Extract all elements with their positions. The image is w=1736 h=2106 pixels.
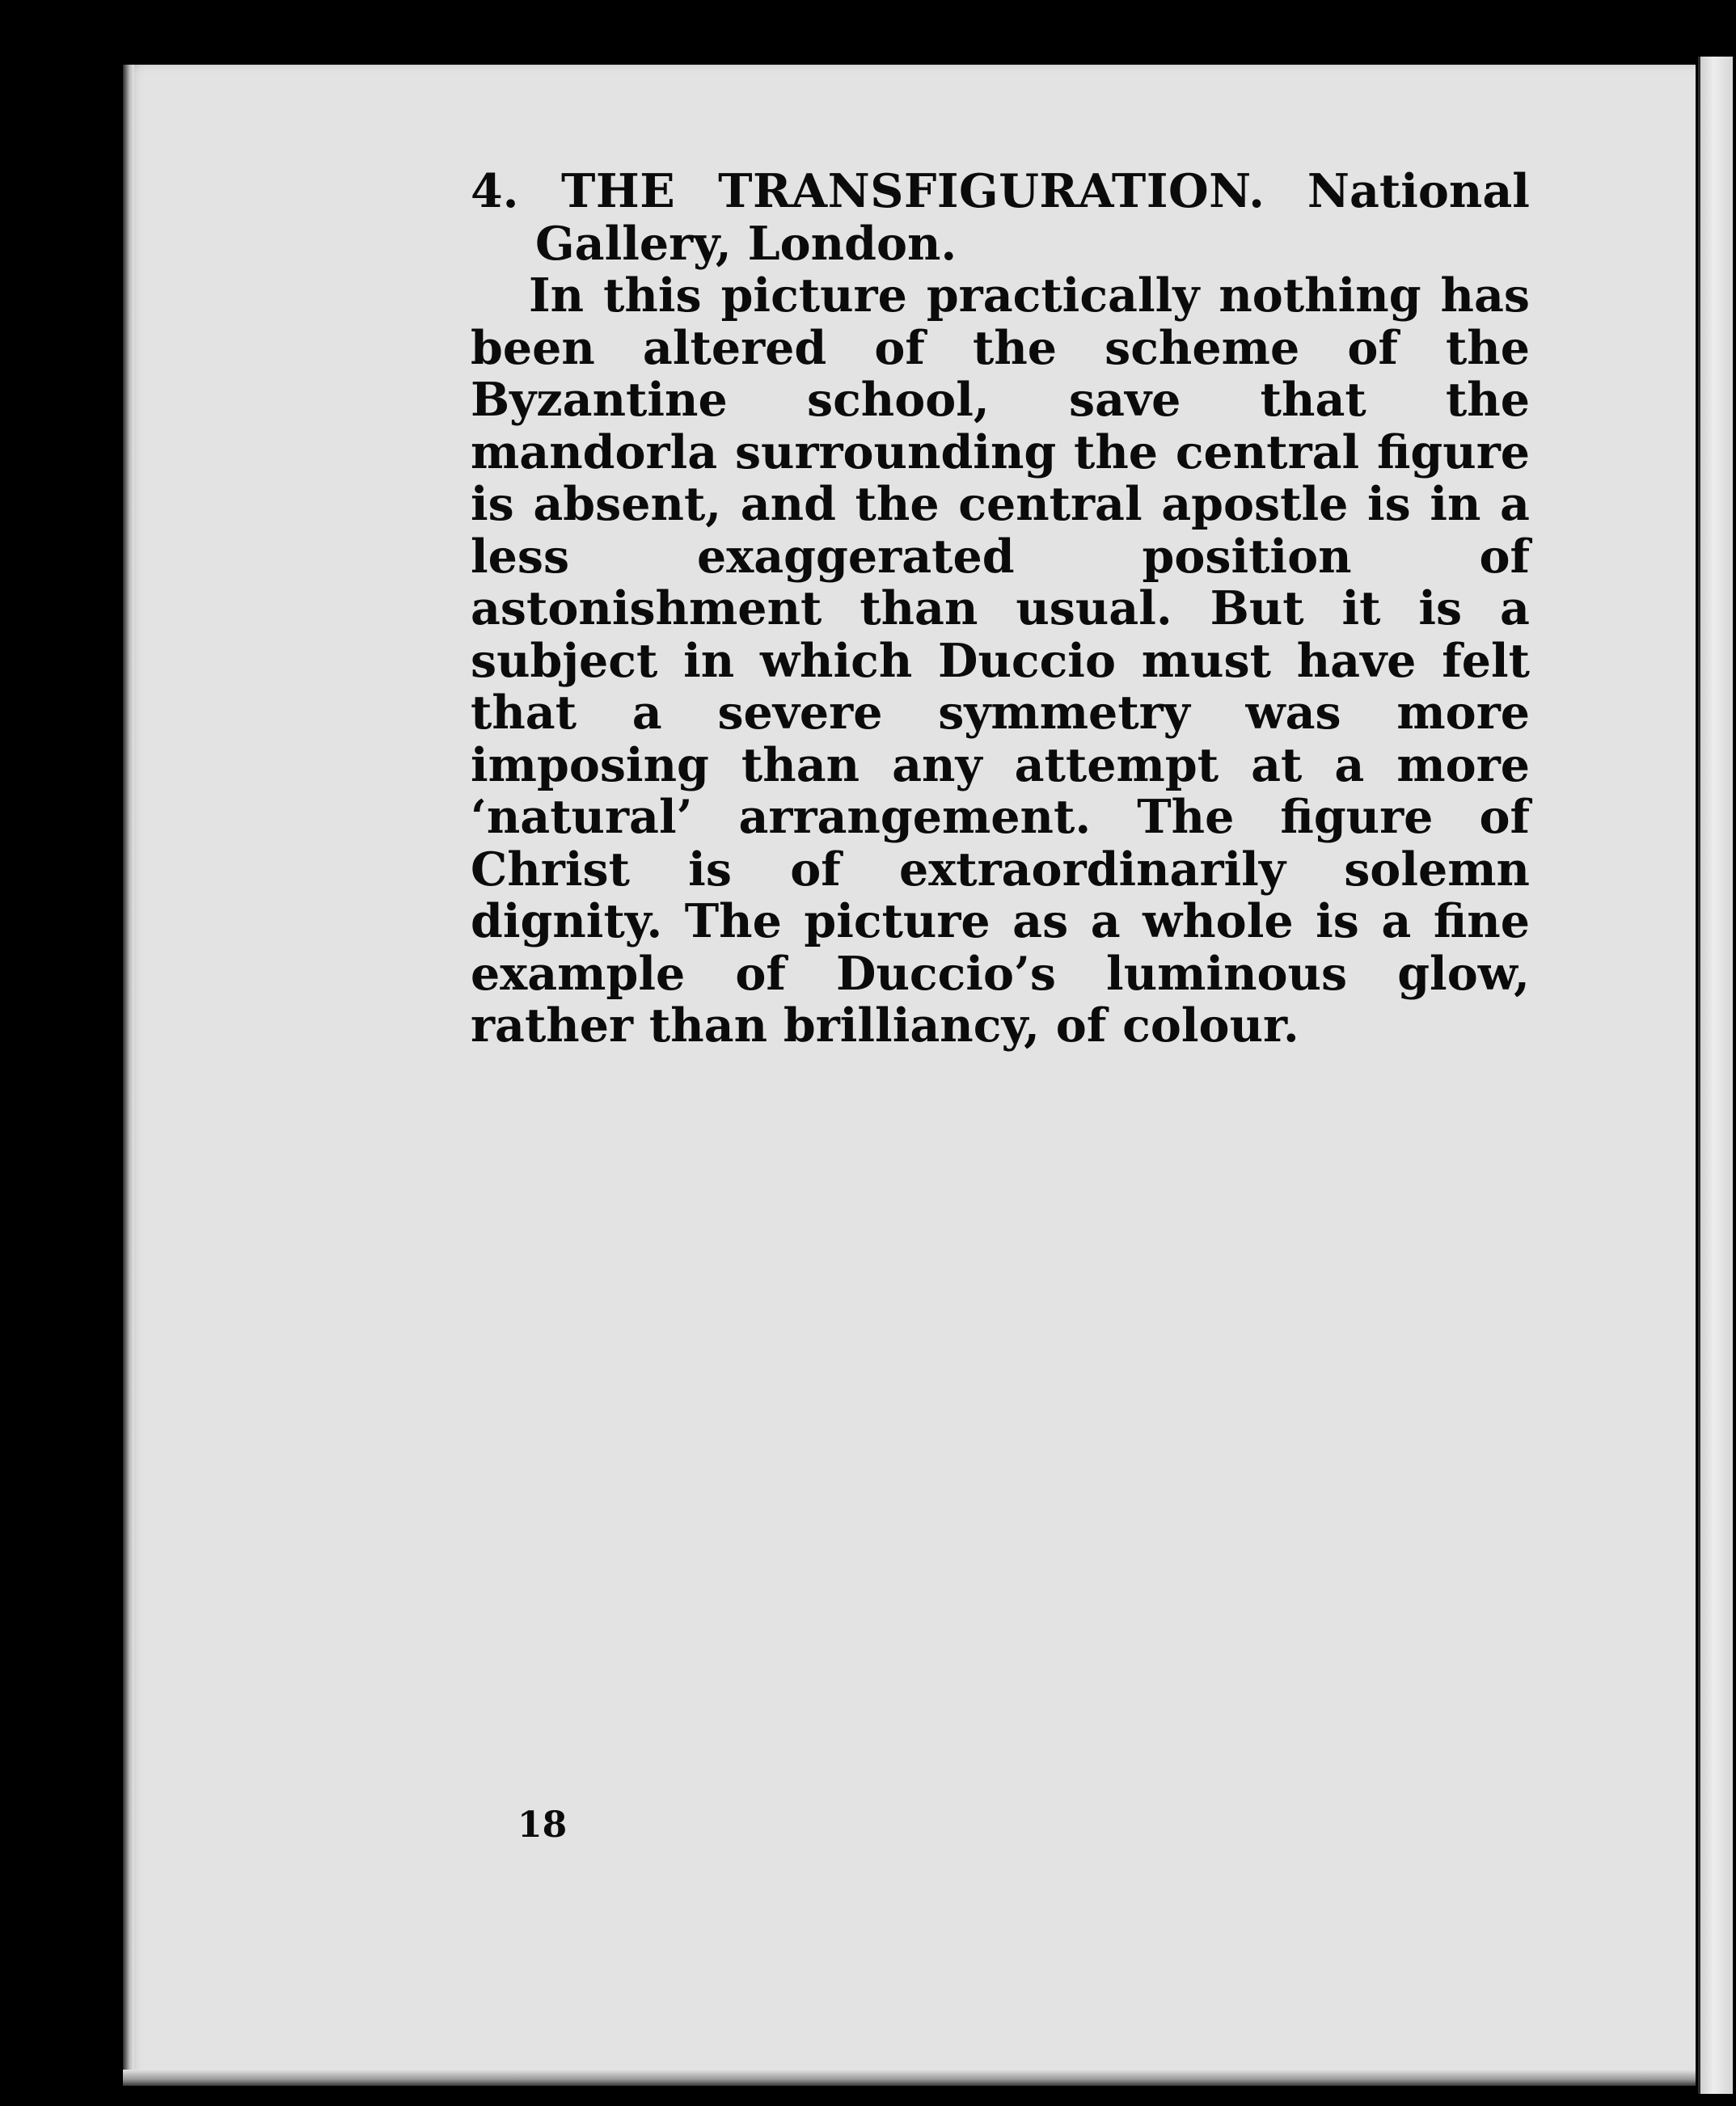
page-number: 18 — [517, 1804, 568, 1846]
facing-page-edge — [1698, 57, 1733, 2094]
catalogue-entry — [471, 166, 1530, 1053]
entry-title: THE TRANSFIGURATION. — [560, 164, 1265, 218]
entry-number: 4. — [471, 164, 519, 218]
entry-description: In this picture practically nothing has been altered of the scheme of the Byzantine school, save that the mandorla surrounding the central figure is absent, and the central apostle is in a less exaggerated position of astonishment than usual. But it is a subject in which Duccio must have felt that a severe symmetry was more imposing than any attempt at a more ‘natural’ arrangement. The figure of Christ is of extraordinarily solemn dignity. The picture as a whole is a fine example of Duccio’s luminous glow, rather than brilliancy, of colour. — [471, 268, 1530, 1053]
entry-heading — [471, 166, 1530, 270]
page-left-edge — [123, 65, 134, 2086]
page-bottom-edge — [123, 2070, 1696, 2086]
entry-location: National Gallery, London. — [535, 164, 1530, 271]
